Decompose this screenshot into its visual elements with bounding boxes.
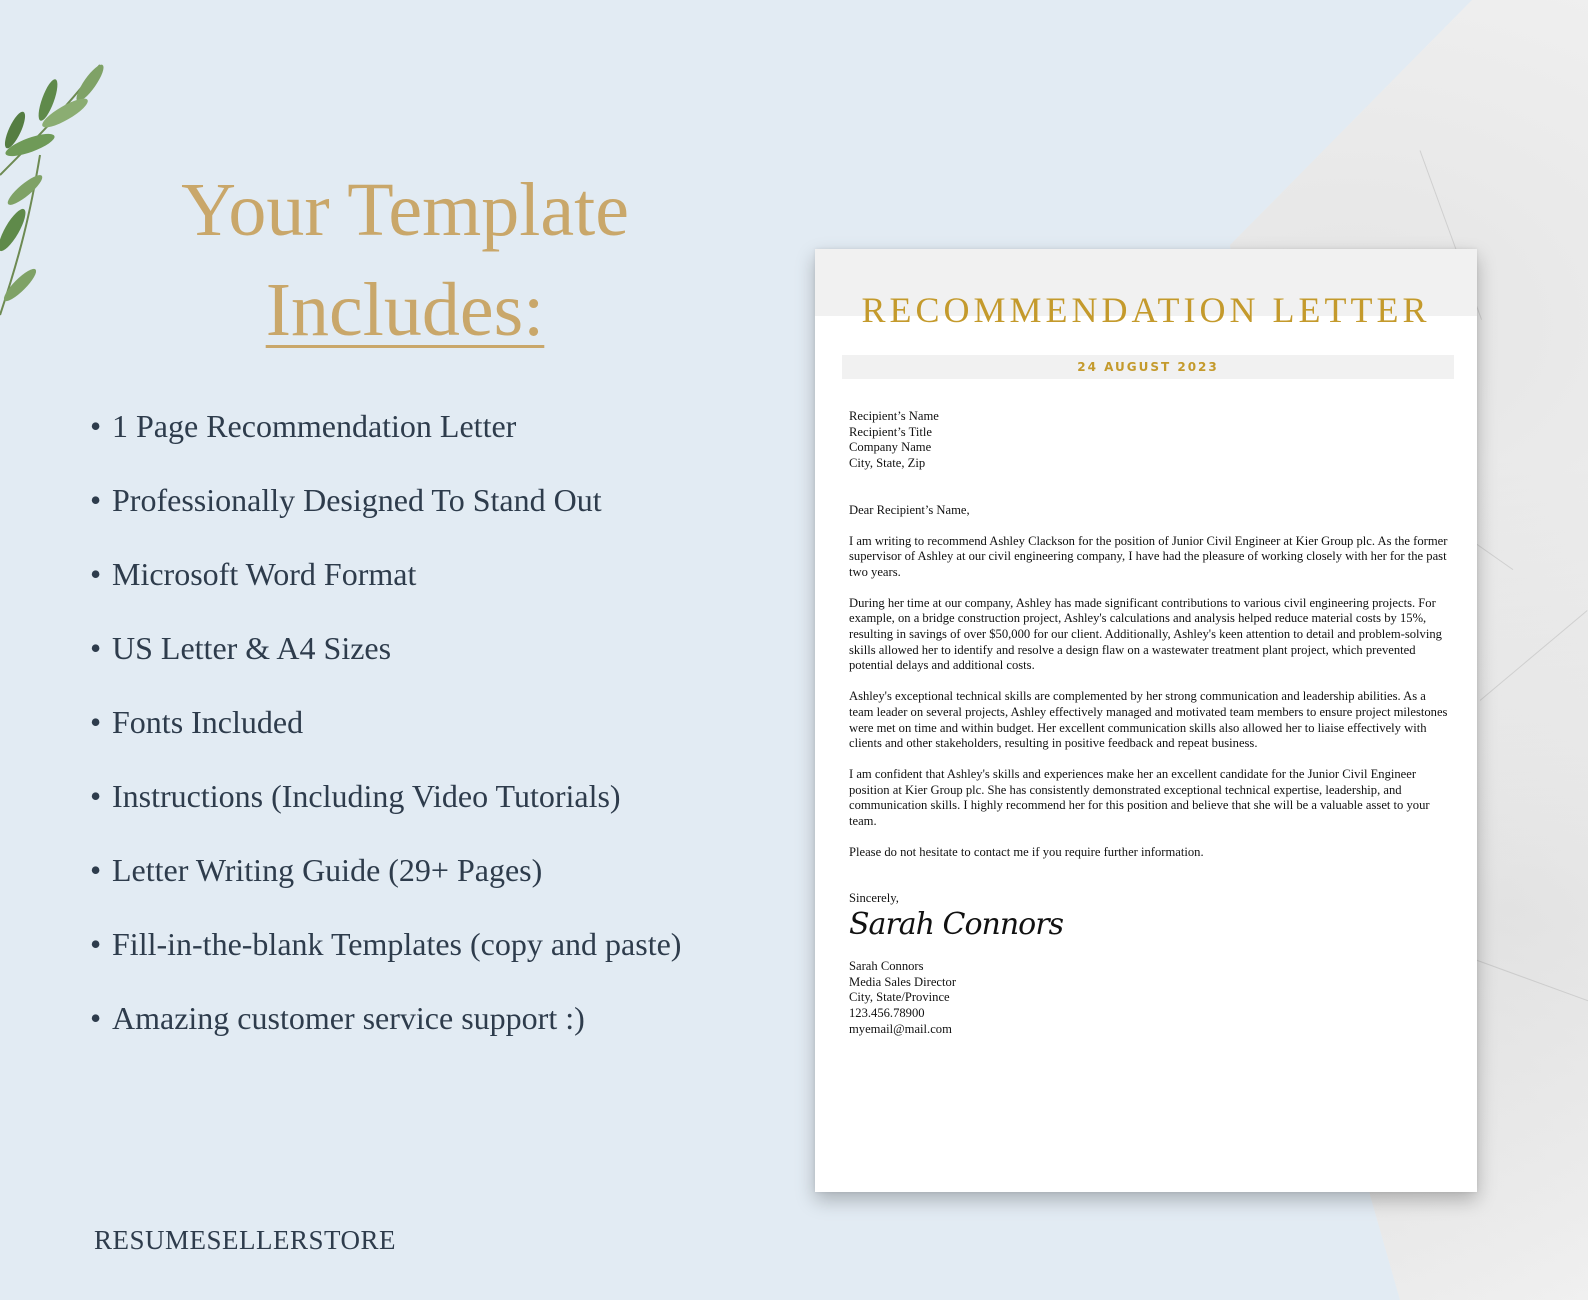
paragraph: I am writing to recommend Ashley Clackson for the position of Junior Civil Engineer at Kier Group plc. As the former supervisor of Ashley at our civil engineering company, I have had the pleasure of working closely with her for the past two years. [849, 533, 1448, 579]
letter-title: RECOMMENDATION LETTER [861, 290, 1431, 330]
list-item: • Microsoft Word Format [90, 556, 417, 592]
list-item: • US Letter & A4 Sizes [90, 630, 392, 666]
list-item: • Fonts Included [90, 704, 304, 740]
letter-date: 24 AUGUST 2023 [842, 355, 1454, 379]
paragraph: Please do not hesitate to contact me if you require further information. [849, 844, 1204, 859]
letter-preview [815, 249, 1477, 1192]
headline-line2: Includes: [265, 268, 545, 352]
headline [100, 160, 710, 360]
sender-block: Sarah Connors Media Sales Director City, State/Province 123.456.78900 myemail@mail.com [849, 958, 957, 1036]
feature-list [90, 402, 681, 1068]
list-item: • Amazing customer service support :) [90, 1000, 585, 1036]
headline-line1: Your Template [181, 168, 629, 252]
brand-name: RESUMESELLERSTORE [94, 1225, 397, 1255]
salutation: Dear Recipient’s Name, [849, 502, 970, 517]
list-item: • Fill-in-the-blank Templates (copy and paste) [90, 926, 682, 962]
paragraph: During her time at our company, Ashley has made significant contributions to various civil engineering projects. For example, on a bridge construction project, Ashley's calculations and analysis helped reduce material costs by 15%, resulting in savings of over $50,000 for our client. Additionally, Ashley's keen attention to detail and problem-solving skills allowed her to identify and resolve a design flaw on a wastewater treatment plant project, which prevented potential delays and additional costs. [849, 595, 1442, 673]
paragraph: Ashley's exceptional technical skills are complemented by her strong communication and leadership abilities. As a team leader on several projects, Ashley effectively managed and motivated team members to ensure project milestones were met on time and within budget. Her excellent communication skills also allowed her to liaise effectively with clients and other stakeholders, resulting in positive feedback and repeat business. [849, 689, 1448, 751]
list-item: • Professionally Designed To Stand Out [90, 482, 602, 518]
list-item: • Instructions (Including Video Tutorials) [90, 778, 621, 814]
recipient-block: Recipient’s Name Recipient’s Title Company Name City, State, Zip [849, 409, 939, 471]
letter-body [849, 409, 1449, 1037]
paragraph: I am confident that Ashley's skills and experiences make her an excellent candidate for the Junior Civil Engineer position at Kier Group plc. She has consistently demonstrated exceptional technical expertise, leadership, and communication skills. I highly recommend her for this position and believe that she will be a valuable asset to your team. [849, 766, 1430, 829]
closing: Sincerely, [849, 891, 899, 906]
signature: Sarah Connors [849, 907, 1063, 943]
list-item: • 1 Page Recommendation Letter [90, 408, 517, 444]
list-item: • Letter Writing Guide (29+ Pages) [90, 852, 543, 888]
